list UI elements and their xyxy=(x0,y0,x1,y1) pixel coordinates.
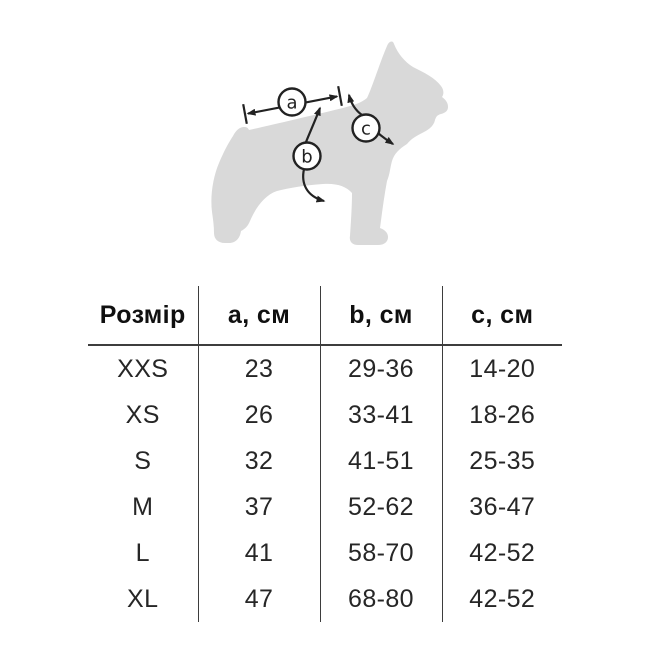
c-cell: 14-20 xyxy=(442,345,562,392)
size-cell: M xyxy=(132,492,154,521)
table-row-s xyxy=(88,438,562,484)
size-table xyxy=(88,286,562,622)
b-cell: 52-62 xyxy=(320,484,442,530)
a-cell: 26 xyxy=(198,392,320,438)
col-header-size: Розмір xyxy=(88,286,198,345)
b-cell: 58-70 xyxy=(320,530,442,576)
a-cell: 37 xyxy=(198,484,320,530)
col-header-c-cm: c, см xyxy=(442,286,562,345)
size-table-header xyxy=(88,286,562,345)
size-cell: XXS xyxy=(117,354,169,383)
measurement-a-left-tick xyxy=(243,104,247,124)
b-cell: 41-51 xyxy=(320,438,442,484)
a-cell: 32 xyxy=(198,438,320,484)
measurement-a-label: a xyxy=(286,92,298,114)
a-cell: 23 xyxy=(198,345,320,392)
a-cell: 47 xyxy=(198,576,320,622)
b-cell: 33-41 xyxy=(320,392,442,438)
c-cell: 25-35 xyxy=(442,438,562,484)
b-cell: 29-36 xyxy=(320,345,442,392)
c-cell: 36-47 xyxy=(442,484,562,530)
col-header-b-cm: b, см xyxy=(320,286,442,345)
col-header-a-cm: a, см xyxy=(198,286,320,345)
b-cell: 68-80 xyxy=(320,576,442,622)
size-cell: XL xyxy=(127,584,159,613)
measurement-a-right-tick xyxy=(338,86,342,106)
c-cell: 18-26 xyxy=(442,392,562,438)
size-cell: XS xyxy=(125,400,160,429)
c-cell: 42-52 xyxy=(442,530,562,576)
table-row-xl xyxy=(88,576,562,622)
c-cell: 42-52 xyxy=(442,576,562,622)
size-table-body xyxy=(88,345,562,622)
dog-silhouette-image xyxy=(211,42,448,245)
size-cell: L xyxy=(135,538,150,567)
header-row xyxy=(88,286,562,345)
table-row-m xyxy=(88,484,562,530)
measurement-c-label: c xyxy=(361,118,371,140)
a-cell: 41 xyxy=(198,530,320,576)
table-row-l xyxy=(88,530,562,576)
table-row-xxs xyxy=(88,345,562,392)
size-cell: S xyxy=(134,446,152,475)
measurement-b-label: b xyxy=(301,146,313,168)
table-row-xs xyxy=(88,392,562,438)
